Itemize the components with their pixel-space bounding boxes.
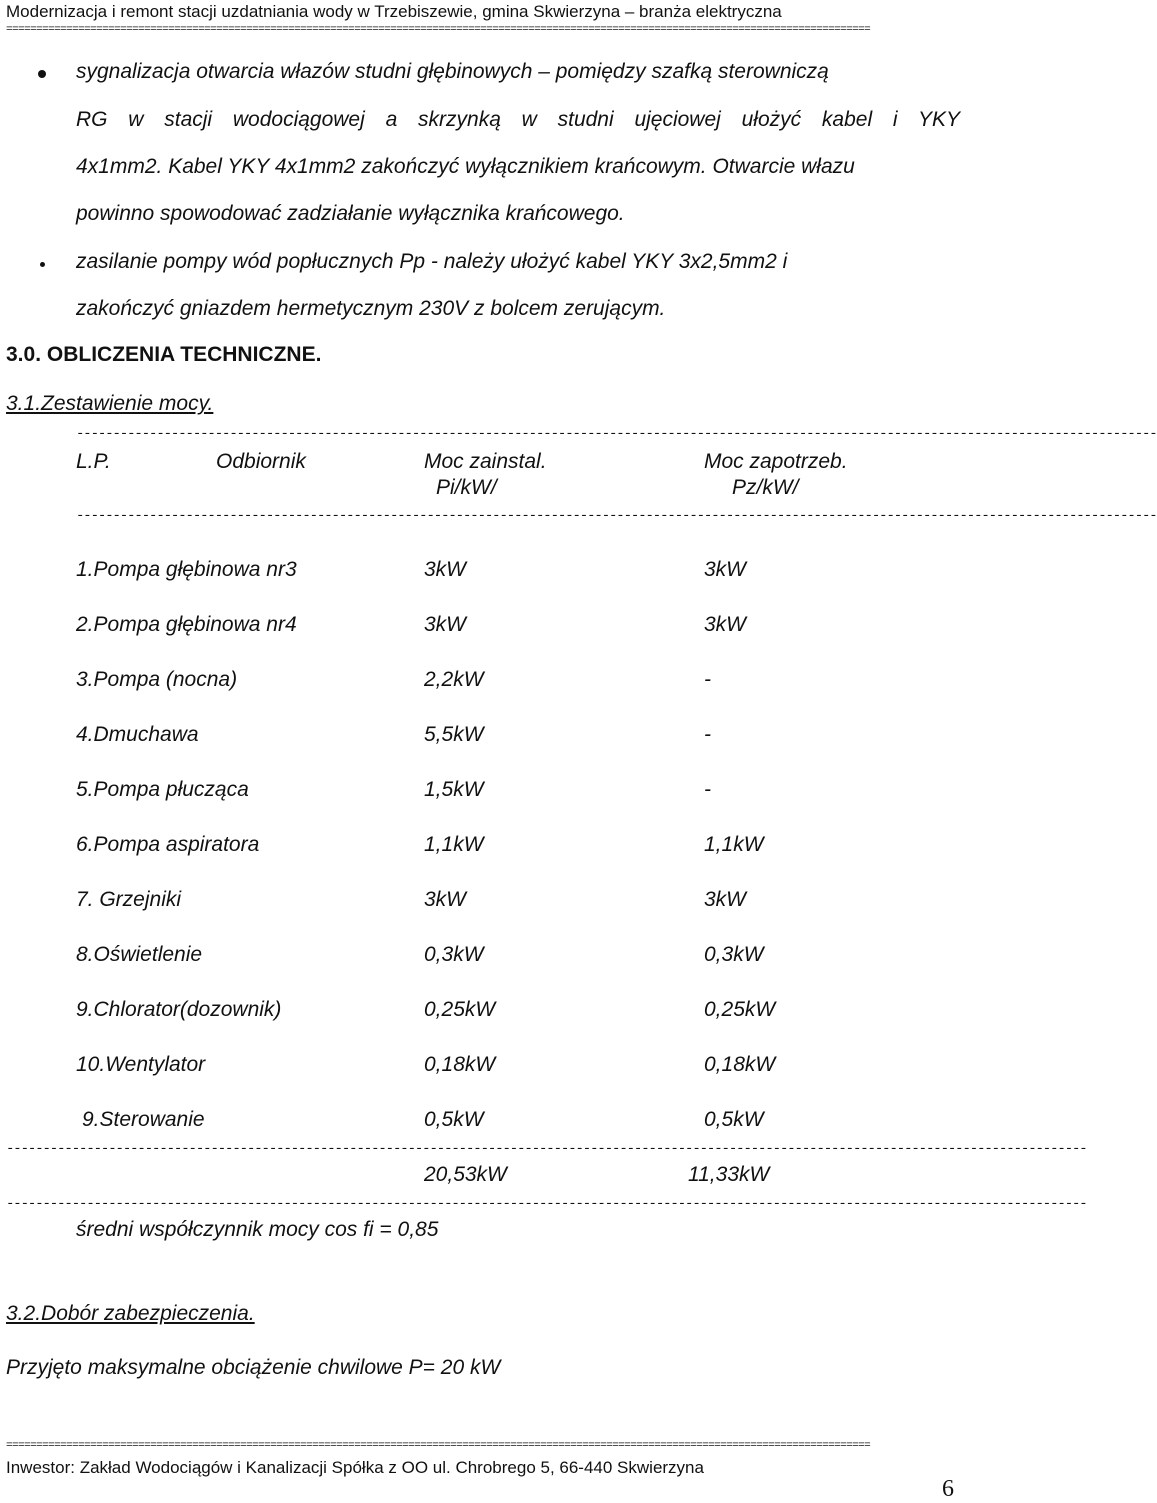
bullet-1-line-1: sygnalizacja otwarcia włazów studni głębinowych – pomiędzy szafką sterowniczą <box>76 60 829 83</box>
row-name: 7. Grzejniki <box>76 888 182 911</box>
row-pi: 0,18kW <box>424 1053 496 1076</box>
row-name: 10.Wentylator <box>76 1053 206 1076</box>
row-name: 9.Chlorator(dozownik) <box>76 998 282 1021</box>
bullet-2-line-2: zakończyć gniazdem hermetycznym 230V z bolcem zerującym. <box>76 297 666 320</box>
row-pz: 0,18kW <box>704 1053 776 1076</box>
section-heading-3-0: 3.0. OBLICZENIA TECHNICZNE. <box>6 343 322 366</box>
max-load-text: Przyjęto maksymalne obciążenie chwilowe P= 20 kW <box>6 1356 501 1379</box>
footer-rule: ================================================================================================================================================ <box>6 1440 871 1452</box>
header-odbiornik: Odbiornik <box>216 450 306 473</box>
table-rule-sum-top: ---------------------------------------------------------------------------------------------------------------------------------------------------- <box>6 1141 1087 1157</box>
row-pi: 0,25kW <box>424 998 496 1021</box>
bullet-2-line-1: zasilanie pompy wód popłucznych Pp - należy ułożyć kabel YKY 3x2,5mm2 i <box>76 250 788 273</box>
bullet-marker <box>38 70 46 78</box>
row-name: 3.Pompa (nocna) <box>76 668 238 691</box>
row-pi: 5,5kW <box>424 723 484 746</box>
row-pz: 3kW <box>704 888 746 911</box>
header-moc-zapotrzeb: Moc zapotrzeb. <box>704 450 848 473</box>
footer-investor: Inwestor: Zakład Wodociągów i Kanalizacji Spółka z OO ul. Chrobrego 5, 66-440 Skwierzyna <box>6 1458 704 1477</box>
bullet-marker-small <box>40 262 45 267</box>
row-name: 9.Sterowanie <box>82 1108 205 1131</box>
total-pz: 11,33kW <box>688 1163 770 1186</box>
table-rule-sum-bottom: ---------------------------------------------------------------------------------------------------------------------------------------------------- <box>6 1196 1087 1212</box>
power-factor: średni współczynnik mocy cos fi = 0,85 <box>76 1218 439 1241</box>
section-heading-3-2-text: 3.2.Dobór zabezpieczenia. <box>6 1302 255 1325</box>
unit-pz: Pz/kW/ <box>732 476 799 499</box>
row-pz: 1,1kW <box>704 833 764 856</box>
row-pz: - <box>704 668 711 691</box>
row-pz: 0,5kW <box>704 1108 764 1131</box>
row-pi: 3kW <box>424 888 466 911</box>
row-pz: 0,3kW <box>704 943 764 966</box>
header-moc-zainstal: Moc zainstal. <box>424 450 547 473</box>
page-number: 6 <box>942 1476 954 1502</box>
row-name: 8.Oświetlenie <box>76 943 203 966</box>
row-name: 1.Pompa głębinowa nr3 <box>76 558 297 581</box>
header-lp: L.P. <box>76 450 111 473</box>
bullet-1-line-3: 4x1mm2. Kabel YKY 4x1mm2 zakończyć wyłącznikiem krańcowym. Otwarcie włazu <box>76 155 855 178</box>
row-pz: 3kW <box>704 613 746 636</box>
row-pz: - <box>704 778 711 801</box>
bullet-1-line-4: powinno spowodować zadziałanie wyłącznika krańcowego. <box>76 202 625 225</box>
table-rule-top: ---------------------------------------------------------------------------------------------------------------------------------------------------- <box>76 426 1157 442</box>
row-pi: 0,3kW <box>424 943 484 966</box>
row-pz: 3kW <box>704 558 746 581</box>
header-rule: ================================================================================================================================================ <box>6 24 871 36</box>
row-pi: 0,5kW <box>424 1108 484 1131</box>
row-pi: 1,5kW <box>424 778 484 801</box>
table-rule-header: ---------------------------------------------------------------------------------------------------------------------------------------------------- <box>76 508 1157 524</box>
row-pi: 2,2kW <box>424 668 484 691</box>
row-pz: 0,25kW <box>704 998 776 1021</box>
row-pi: 3kW <box>424 558 466 581</box>
section-heading-3-2 <box>6 1302 255 1326</box>
row-name: 4.Dmuchawa <box>76 723 199 746</box>
running-header: Modernizacja i remont stacji uzdatniania wody w Trzebiszewie, gmina Skwierzyna – branża elektryczna <box>6 2 782 21</box>
unit-pi: Pi/kW/ <box>436 476 497 499</box>
section-heading-3-1: 3.1.Zestawienie mocy. <box>6 392 214 415</box>
row-name: 2.Pompa głębinowa nr4 <box>76 613 297 636</box>
row-pi: 1,1kW <box>424 833 484 856</box>
total-pi: 20,53kW <box>424 1163 507 1186</box>
row-pz: - <box>704 723 711 746</box>
row-name: 5.Pompa płucząca <box>76 778 249 801</box>
row-name: 6.Pompa aspiratora <box>76 833 260 856</box>
bullet-1-line-2: RG w stacji wodociągowej a skrzynką w studni ujęciowej ułożyć kabel i YKY <box>76 108 960 131</box>
row-pi: 3kW <box>424 613 466 636</box>
